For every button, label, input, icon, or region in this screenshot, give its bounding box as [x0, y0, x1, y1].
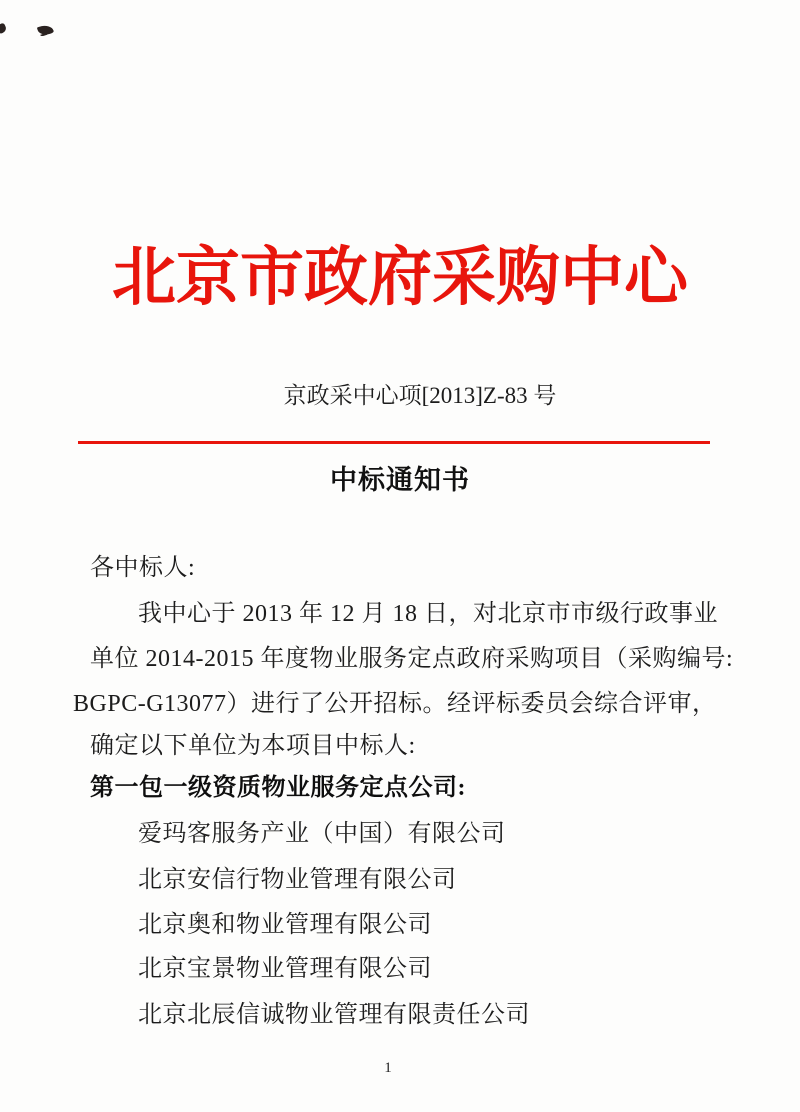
body-line: 单位 2014-2015 年度物业服务定点政府采购项目（采购编号:	[90, 646, 734, 672]
salutation: 各中标人:	[90, 555, 196, 581]
org-title: 北京市政府采购中心	[112, 242, 688, 313]
section-heading: 第一包一级资质物业服务定点公司:	[90, 775, 466, 801]
body-line: BGPC-G13077）进行了公开招标。经评标委员会综合评审，	[73, 691, 717, 717]
ink-smudge	[37, 23, 54, 37]
winner-item: 北京北辰信诚物业管理有限责任公司	[138, 1002, 530, 1028]
ink-smudge	[0, 23, 7, 35]
winner-item: 爱玛客服务产业（中国）有限公司	[138, 821, 506, 847]
body-line: 我中心于 2013 年 12 月 18 日，对北京市市级行政事业	[138, 601, 718, 627]
body-line: 确定以下单位为本项目中标人:	[90, 733, 416, 759]
page-number: 1	[384, 1060, 392, 1076]
red-divider-line	[78, 441, 710, 444]
notice-title: 中标通知书	[330, 465, 470, 495]
doc-number: 京政采中心项[2013]Z-83 号	[283, 383, 557, 408]
winner-item: 北京奥和物业管理有限公司	[138, 912, 432, 938]
winner-item: 北京安信行物业管理有限公司	[138, 867, 457, 893]
winner-item: 北京宝景物业管理有限公司	[138, 956, 432, 982]
